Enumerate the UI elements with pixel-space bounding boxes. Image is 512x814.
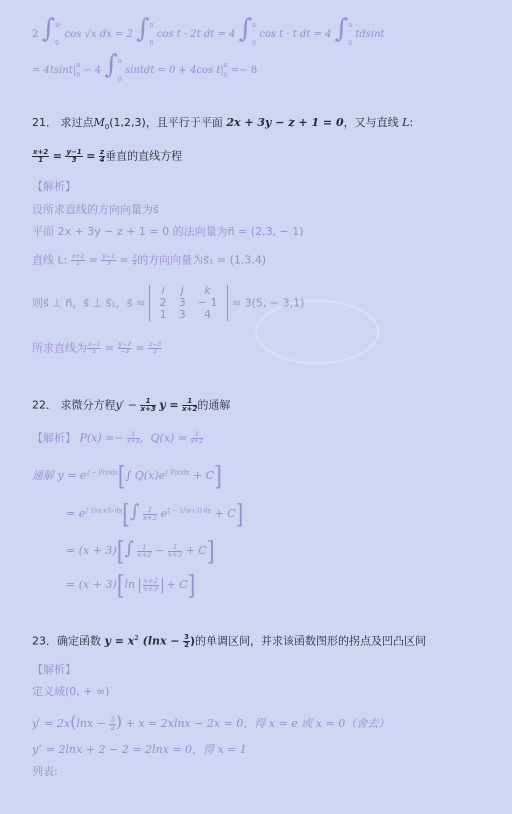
q22-general-2: = $e^{\int 1/(x+3) dx}[\int$ $\frac{1}{x+2}$ $e^{\int - 1/(x+3) dx} + C$] [66, 498, 244, 530]
q23-d1-b: lnx − [76, 717, 106, 730]
q21-text-c: ，又与直线 [343, 116, 399, 129]
q22-analysis [32, 432, 203, 445]
prev-l2-minus: − 4 [80, 65, 102, 76]
q21-step-4a: 则s⃗ ⊥ n⃗，s⃗ ⊥ s⃗₁，s⃗ = [32, 296, 146, 310]
q21-s5-frac-3: $\frac{z-3}{1}$ [149, 341, 162, 355]
q21-step-3: 直线 L: $\frac{x+2}{1}$ = $\frac{y-1}{3}$ = $\frac{z}{4}$ 的方向向量为s⃗₁ = (1,3,4) [32, 253, 267, 267]
q21-s3-frac-3: $\frac{z}{4}$ [132, 253, 137, 267]
q22-g1-a: 通解 y = e [32, 469, 87, 482]
q21-s3-frac-2: $\frac{y-1}{3}$ [102, 253, 115, 267]
q22-g1-exp2: ∫ P(x)dx [165, 469, 190, 477]
q21-frac-3: $\frac{z}{4}$ [99, 148, 105, 164]
q22-g3-minus: − [151, 544, 168, 557]
integral-sign: ∫ [334, 14, 349, 44]
q23-derivative-1: y′ = 2x(lnx − $\frac{3}{2}$ ) + x = 2xlnx − 2x = 0，得 x = e 或 x = 0（舍去） [32, 712, 390, 732]
q21-s5-frac-2: $\frac{y-2}{-3}$ [118, 341, 132, 355]
q21-number: 21． [32, 116, 57, 129]
prev-int1-upper: π² [55, 21, 62, 29]
q22-analysis-label: 【解析】 [32, 431, 76, 445]
q22-frac-1: $\frac{1}{x+3}$ [140, 397, 156, 413]
q21-step-2a: 平面 2x + 3y − z + 1 = 0 的法向量为 [32, 225, 228, 238]
q21-step-3a: 直线 L: [32, 253, 68, 267]
q22-g4-ln: ln [124, 578, 136, 591]
q22-g4-c: + C [162, 578, 188, 591]
q23-d1-c: + x = 2xlnx − 2x = 0，得 x = e 或 x = 0（舍去） [122, 717, 390, 730]
q23-analysis-label: 【解析】 [32, 663, 76, 676]
q22-p: P(x) =− [79, 431, 124, 445]
prev-int2-upper: π [149, 21, 154, 29]
q22-g1-b: ∫ Q(x)e [125, 469, 166, 482]
q21-analysis-label: 【解析】 [32, 180, 76, 193]
q22-text-b: 的通解 [197, 398, 231, 412]
integral-sign: ∫ [41, 14, 56, 44]
q22-g4-abs [139, 578, 163, 593]
prev-int4-lower: 0 [348, 39, 353, 47]
q23-statement [32, 634, 426, 649]
q22-g3-frac-1: $\frac{1}{x+2}$ [137, 542, 152, 559]
prev-int1-lower: 0 [55, 39, 59, 47]
q21-text-e: 垂直的直线方程 [105, 149, 183, 163]
q21-step-4b: = 3(5, − 3,1) [231, 296, 305, 310]
q22-number: 22． [32, 398, 57, 412]
q21-step-3b: 的方向向量为s⃗₁ = (1,3,4) [137, 253, 267, 267]
prev-l1-prefix: 2 [32, 29, 39, 40]
q21-point-coords: (1,2,3) [109, 116, 146, 129]
q21-text-a: 求过点 [60, 116, 94, 129]
q22-g4-a: = (x + 3) [66, 578, 117, 591]
q22-statement [32, 398, 230, 413]
q23-derivative-2: y″ = 2lnx + 2 − 2 = 2lnx = 0，得 x = 1 [32, 743, 247, 756]
q21-line-equation: $\frac{x+2}{1}$ = $\frac{y-1}{3}$ = $\frac{z}{4}$ 垂直的直线方程 [33, 148, 183, 164]
q21-frac-2: $\frac{y-1}{3}$ [66, 148, 82, 164]
prev-int2-body: cos t · 2t dt = 4 [156, 29, 236, 40]
q22-general-1: 通解 $y = e^{\int - P(x)dx}[\int$ $Q(x)e^{\int P(x)dx} + C$] [32, 460, 222, 492]
q22-g2-exp: ∫ 1/(x+3) dx [85, 507, 123, 515]
q22-g2-exp2: ∫ − 1/(x+3) dx [167, 507, 212, 515]
q22-g3-a: = (x + 3) [66, 544, 117, 557]
q22-eq-a: y′ − [115, 398, 137, 412]
q21-statement [32, 117, 413, 131]
q23-text-a: 确定函数 [57, 634, 101, 648]
prev-int4-body: tdsint [355, 29, 385, 40]
q21-plane: 2x + 3y − z + 1 = 0 [226, 116, 344, 129]
q23-d1-a: y′ = 2x [32, 717, 71, 730]
integral-sign: ∫ [124, 538, 134, 559]
q21-s5-frac-1: $\frac{x-1}{5}$ [88, 341, 101, 355]
integral-sign: ∫ [129, 501, 140, 522]
q21-determinant: i j k 2 3 − 1 1 3 4 [149, 285, 229, 321]
q23-d1-frac: $\frac{3}{2}$ [110, 715, 115, 732]
q21-line-name: L [402, 116, 410, 129]
q22-g2-c: e [160, 507, 168, 520]
prev-l2-int-upper: π [117, 57, 122, 65]
q22-p-frac: $\frac{1}{x+3}$ [127, 431, 140, 445]
integral-sign: ∫ [238, 14, 253, 44]
prev-int3-upper: π [252, 21, 257, 29]
q22-text-a: 求微分方程 [60, 398, 116, 412]
q22-g2-a: = e [66, 507, 86, 520]
prev-int4-upper: π [348, 21, 353, 29]
prev-l2-body: sintdt = 0 + 4cos t| [125, 65, 224, 76]
q21-step-1: 设所求直线的方向向量为s⃗ [32, 203, 159, 216]
prev-int2-lower: 0 [149, 39, 154, 47]
q22-frac-2: $\frac{1}{x+2}$ [182, 397, 198, 413]
prev-line-1 [32, 16, 385, 47]
q23-func-frac: $\frac{3}{2}$ [184, 633, 189, 649]
q23-table-label: 列表: [32, 765, 58, 778]
q22-g2-frac: $\frac{1}{x+2}$ [142, 505, 158, 522]
prev-line-2: = 4tsint| π 0 − 4 ∫ π 0 sintdt = 0 + 4cos t| π 0 =− 8 [32, 50, 258, 83]
q23-func-sup: 2 [134, 633, 139, 642]
prev-int1-body: cos √x dx = 2 [64, 29, 133, 40]
q21-point-sub: 0 [104, 123, 110, 132]
q22-general-4: = (x + 3)[ln $\frac{x+2}{x+3}$ + C] [66, 569, 196, 601]
prev-int3-lower: 0 [252, 39, 256, 47]
q22-g1-c: + C [189, 469, 215, 482]
q21-s3-frac-1: $\frac{x+2}{1}$ [71, 253, 85, 267]
prev-l2-prefix: = 4tsint| [32, 65, 77, 76]
prev-l2-lim-upper: π [76, 61, 81, 69]
q22-q-frac: $\frac{1}{x+2}$ [190, 431, 203, 445]
q21-text-d: : [409, 116, 414, 129]
q21-frac-1: $\frac{x+2}{1}$ [33, 148, 49, 164]
q21-step-2b: n⃗ = (2,3, − 1) [227, 225, 304, 238]
q22-g3-frac-2: $\frac{1}{x+3}$ [167, 542, 183, 559]
q23-domain: 定义域(0, + ∞) [32, 685, 110, 698]
integral-sign: ∫ [136, 14, 150, 44]
integral-sign: ∫ [104, 50, 118, 80]
prev-l2-end: =− 8 [227, 65, 258, 76]
q21-step-4 [32, 285, 304, 321]
q22-g2-d: + C [211, 507, 236, 520]
q21-point: M [93, 116, 105, 129]
prev-l2-int-lower: 0 [117, 75, 122, 83]
q22-general-3: = (x + 3)[∫ $\frac{1}{x+2}$ − $\frac{1}{x+3}$ + C] [66, 535, 215, 567]
q21-step-5a: 所求直线为 [32, 341, 87, 355]
q22-eq-b: y = [159, 398, 179, 412]
prev-l2-lim-lower: 0 [76, 71, 80, 79]
q23-text-b: 的单调区间，并求该函数图形的拐点及凹凸区间 [195, 634, 427, 648]
q23-number: 23． [32, 634, 57, 648]
q21-step-5: 所求直线为 $\frac{x-1}{5}$ = $\frac{y-2}{-3}$ = $\frac{z-3}{1}$ [32, 341, 162, 355]
q22-g4-frac: $\frac{x+2}{x+3}$ [143, 576, 158, 593]
prev-int3-body: cos t · t dt = 4 [259, 29, 332, 40]
q23-func-b: (lnx − [138, 634, 180, 648]
q22-q: ，Q(x) = [139, 431, 188, 445]
q22-g3-c: + C [182, 544, 207, 557]
q22-g1-exp1: ∫ − P(x)dx [86, 469, 118, 477]
q21-step-2 [32, 226, 304, 237]
q23-func-c: ) [190, 634, 196, 648]
q23-func-a: y = x [104, 634, 135, 648]
q21-text-b: ，且平行于平面 [145, 116, 223, 129]
